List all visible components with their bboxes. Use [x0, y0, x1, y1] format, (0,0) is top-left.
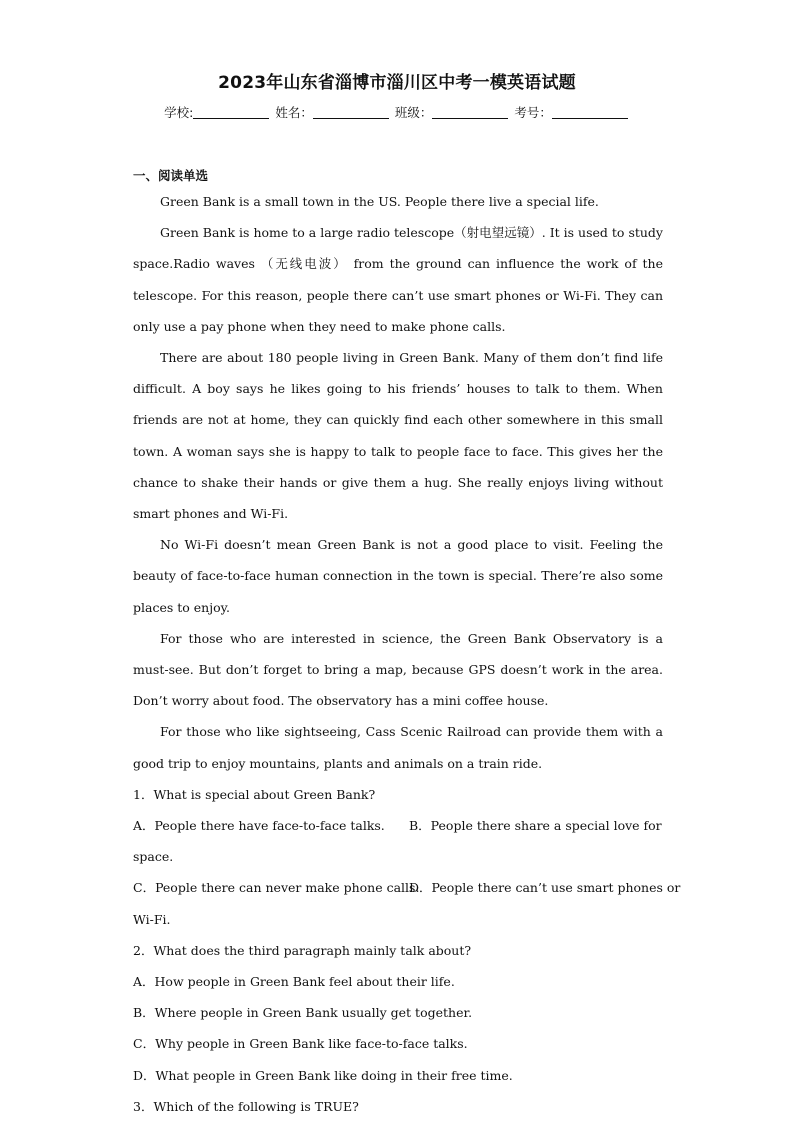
question-3-stem: 3．Which of the following is TRUE?	[133, 1098, 359, 1114]
passage-paragraph: Green Bank is home to a large radio telescope（射电望远镜）. It is used to study space.Radio waves （无线电波） from the ground can influence the work of the telescope. For this reason, people there can’t use smart phones or Wi-Fi. They can only use a pay phone when they need to make phone calls.	[133, 225, 663, 334]
question-1-stem: 1．What is special about Green Bank?	[133, 786, 376, 802]
question-2-option-b[interactable]: B．Where people in Green Bank usually get together.	[133, 1005, 473, 1021]
passage-paragraph: No Wi-Fi doesn’t mean Green Bank is not a good place to visit. Feeling the beauty of face-to-face human connection in the town is special. There’re also some places to enjoy.	[133, 537, 663, 615]
question-2-stem: 2．What does the third paragraph mainly talk about?	[133, 942, 472, 958]
student-info-line	[0, 103, 794, 121]
question-2-option-c[interactable]: C．Why people in Green Bank like face-to-face talks.	[133, 1036, 468, 1052]
class-blank[interactable]	[432, 106, 508, 119]
passage-body	[133, 186, 681, 1122]
section-heading: 一、阅读单选	[133, 168, 209, 183]
class-label: 班级：	[394, 105, 433, 120]
question-1-option-c[interactable]: C．People there can never make phone calls.	[133, 880, 420, 896]
exam-number-label: 考号：	[514, 105, 552, 120]
question-2-option-d[interactable]: D．What people in Green Bank like doing in their free time.	[133, 1067, 513, 1083]
question-1-options-ab	[133, 810, 663, 841]
question-1-option-b[interactable]: B．People there share a special love for	[409, 818, 662, 834]
question-1-option-a[interactable]: A．People there have face-to-face talks.	[133, 818, 385, 834]
name-label: 姓名：	[275, 105, 313, 120]
passage-paragraph: Green Bank is a small town in the US. People there live a special life.	[160, 194, 599, 209]
passage-paragraph: For those who are interested in science, the Green Bank Observatory is a must-see. But don’t forget to bring a map, because GPS doesn’t work in the area. Don’t worry about food. The observatory has a mini coffee house.	[133, 630, 663, 709]
school-blank[interactable]	[193, 106, 269, 119]
passage-paragraph: There are about 180 people living in Green Bank. Many of them don’t find life difficult. A boy says he likes going to his friends’ houses to talk to them. When friends are not at home, they can quickly find each other somewhere in this small town. A woman says she is happy to talk to people face to face. This gives her the chance to shake their hands or give them a hug. She really enjoys living without smart phones and Wi-Fi.	[133, 350, 663, 522]
question-1-option-d[interactable]: D．People there can’t use smart phones or	[409, 880, 681, 896]
name-blank[interactable]	[313, 106, 389, 119]
question-1-option-d-continued: Wi-Fi.	[133, 911, 171, 927]
school-label: 学校:	[164, 105, 194, 120]
exam-number-blank[interactable]	[552, 106, 628, 119]
question-1-option-b-continued: space.	[133, 849, 174, 865]
page-title: 2023年山东省淄博市淄川区中考一模英语试题	[218, 73, 576, 93]
question-2-option-a[interactable]: A．How people in Green Bank feel about their life.	[133, 974, 455, 990]
passage-paragraph: For those who like sightseeing, Cass Scenic Railroad can provide them with a good trip to enjoy mountains, plants and animals on a train ride.	[133, 724, 663, 771]
question-1-options-cd	[133, 872, 681, 903]
